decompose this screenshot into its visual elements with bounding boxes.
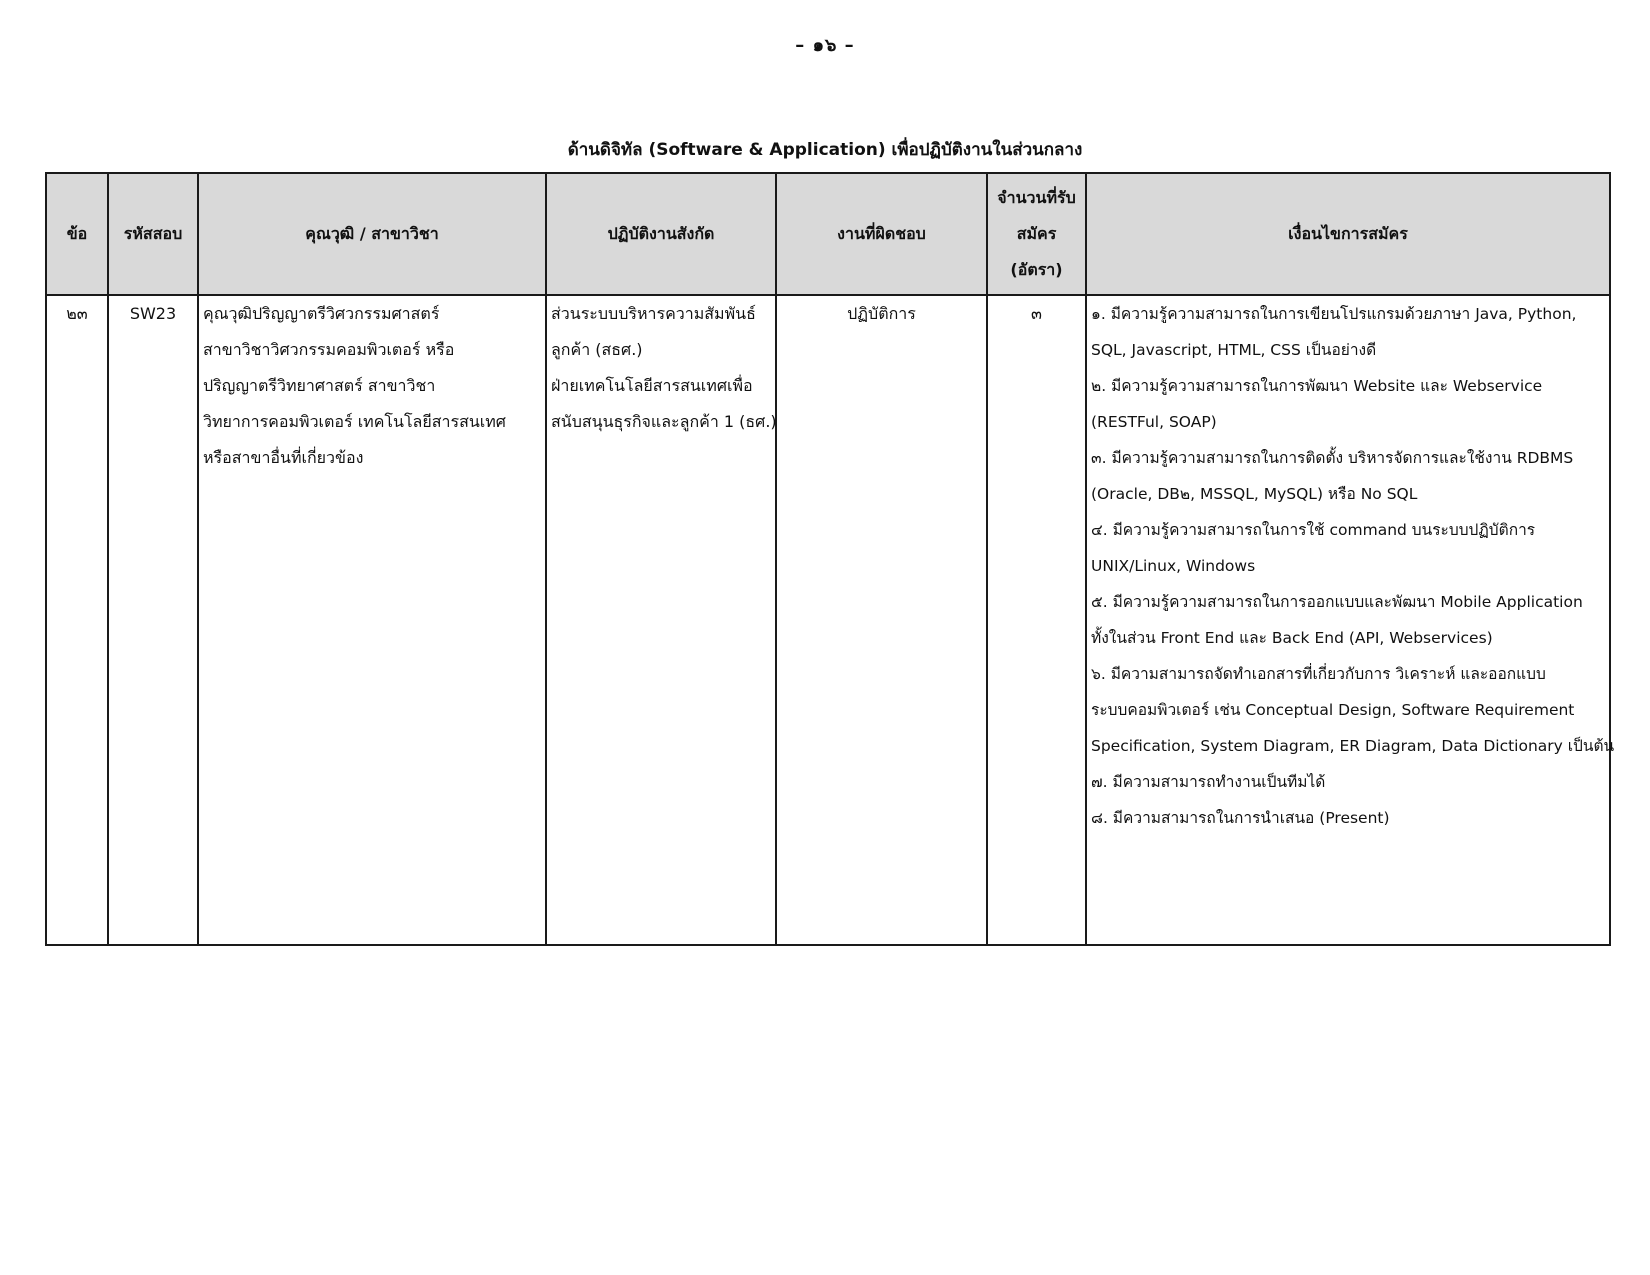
header-duty: งานที่ผิดชอบ	[776, 173, 987, 295]
department-line: สนับสนุนธุรกิจและลูกค้า 1 (ธศ.)	[551, 412, 777, 431]
header-department: ปฏิบัติงานสังกัด	[546, 173, 776, 295]
cell-no: ๒๓	[46, 295, 108, 945]
table-row	[46, 295, 1610, 945]
header-positions-line: (อัตรา)	[1010, 260, 1063, 279]
cell-code: SW23	[108, 295, 198, 945]
header-positions-line: จำนวนที่รับ	[997, 188, 1076, 207]
cell-qualification	[198, 295, 546, 945]
header-code: รหัสสอบ	[108, 173, 198, 295]
department-line: ลูกค้า (สธศ.)	[551, 340, 643, 359]
qualification-line: สาขาวิชาวิศวกรรมคอมพิวเตอร์ หรือ	[203, 340, 455, 359]
job-table	[45, 172, 1615, 946]
cell-positions: ๓	[987, 295, 1086, 945]
page-number: – ๑๖ –	[795, 35, 855, 56]
table-title: ด้านดิจิทัล (Software & Application) เพื่อปฏิบัติงานในส่วนกลาง	[567, 140, 1083, 160]
condition-line: ทั้งในส่วน Front End และ Back End (API, Webservices)	[1091, 629, 1493, 647]
condition-line: SQL, Javascript, HTML, CSS เป็นอย่างดี	[1091, 341, 1377, 359]
qualification-line: วิทยาการคอมพิวเตอร์ เทคโนโลยีสารสนเทศ	[203, 412, 506, 431]
condition-line: ระบบคอมพิวเตอร์ เช่น Conceptual Design, Software Requirement	[1091, 701, 1575, 719]
condition-line: ๓. มีความรู้ความสามารถในการติดตั้ง บริหารจัดการและใช้งาน RDBMS	[1091, 449, 1574, 467]
qualification-line: หรือสาขาอื่นที่เกี่ยวข้อง	[203, 448, 364, 467]
condition-line: (RESTFul, SOAP)	[1091, 413, 1217, 431]
cell-duty: ปฏิบัติการ	[776, 295, 987, 945]
qualification-line: ปริญญาตรีวิทยาศาสตร์ สาขาวิชา	[203, 376, 436, 395]
condition-line: Specification, System Diagram, ER Diagram, Data Dictionary เป็นต้น	[1091, 737, 1615, 755]
header-no: ข้อ	[46, 173, 108, 295]
header-row	[46, 173, 1610, 295]
condition-line: (Oracle, DB๒, MSSQL, MySQL) หรือ No SQL	[1091, 485, 1418, 503]
header-qualification: คุณวุฒิ / สาขาวิชา	[198, 173, 546, 295]
header-conditions: เงื่อนไขการสมัคร	[1086, 173, 1610, 295]
cell-department	[546, 295, 776, 945]
condition-line: ๘. มีความสามารถในการนำเสนอ (Present)	[1091, 809, 1390, 827]
condition-line: ๒. มีความรู้ความสามารถในการพัฒนา Website และ Webservice	[1091, 377, 1543, 395]
condition-line: ๔. มีความรู้ความสามารถในการใช้ command บนระบบปฏิบัติการ	[1091, 521, 1536, 539]
department-line: ส่วนระบบบริหารความสัมพันธ์	[551, 304, 756, 323]
header-positions-line: สมัคร	[1016, 224, 1057, 243]
department-line: ฝ่ายเทคโนโลยีสารสนเทศเพื่อ	[551, 376, 753, 395]
condition-line: ๗. มีความสามารถทำงานเป็นทีมได้	[1091, 773, 1326, 791]
cell-conditions	[1086, 295, 1615, 945]
condition-line: ๕. มีความรู้ความสามารถในการออกแบบและพัฒนา Mobile Application	[1091, 593, 1583, 611]
condition-line: UNIX/Linux, Windows	[1091, 557, 1256, 575]
header-positions	[987, 173, 1086, 295]
condition-line: ๑. มีความรู้ความสามารถในการเขียนโปรแกรมด้วยภาษา Java, Python,	[1091, 305, 1577, 323]
condition-line: ๖. มีความสามารถจัดทำเอกสารที่เกี่ยวกับการ วิเคราะห์ และออกแบบ	[1091, 665, 1546, 683]
qualification-line: คุณวุฒิปริญญาตรีวิศวกรรมศาสตร์	[203, 304, 440, 323]
